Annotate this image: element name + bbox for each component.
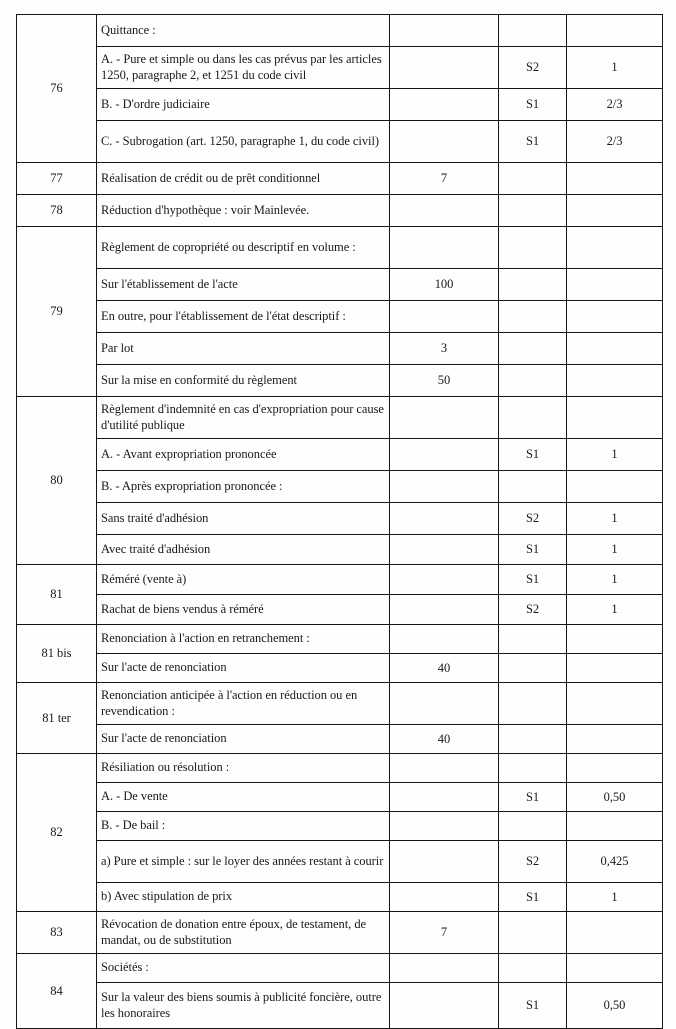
serie-cell [499,301,567,333]
description-cell: Sur la mise en conformité du règlement [97,365,390,397]
rate-cell [567,754,663,783]
article-number-cell: 76 [17,15,97,163]
description-cell: Rachat de biens vendus à réméré [97,595,390,625]
amount-cell [390,503,499,535]
amount-cell [390,883,499,912]
amount-cell: 100 [390,269,499,301]
amount-cell [390,812,499,841]
description-cell: B. - D'ordre judiciaire [97,89,390,121]
table-row [17,983,663,1029]
rate-cell [567,725,663,754]
rate-cell [567,365,663,397]
amount-cell [390,683,499,725]
table-row [17,163,663,195]
serie-cell [499,471,567,503]
amount-cell [390,625,499,654]
rate-cell [567,333,663,365]
table-row [17,841,663,883]
table-row [17,595,663,625]
article-number-cell: 77 [17,163,97,195]
table-row [17,397,663,439]
amount-cell [390,89,499,121]
description-cell: Renonciation anticipée à l'action en réduction ou en revendication : [97,683,390,725]
amount-cell [390,754,499,783]
rate-cell: 0,50 [567,783,663,812]
description-cell: B. - De bail : [97,812,390,841]
description-cell: Révocation de donation entre époux, de testament, de mandat, ou de substitution [97,912,390,954]
serie-cell: S2 [499,841,567,883]
description-cell: Quittance : [97,15,390,47]
amount-cell [390,227,499,269]
amount-cell: 40 [390,725,499,754]
table-row [17,535,663,565]
table-body [17,15,663,1029]
table-row [17,725,663,754]
table-row [17,89,663,121]
article-number-cell: 84 [17,954,97,1029]
amount-cell [390,47,499,89]
amount-cell [390,954,499,983]
serie-cell [499,725,567,754]
amount-cell [390,301,499,333]
amount-cell: 50 [390,365,499,397]
serie-cell: S1 [499,883,567,912]
rate-cell [567,195,663,227]
serie-cell [499,365,567,397]
rate-cell [567,227,663,269]
table-row [17,654,663,683]
serie-cell [499,954,567,983]
article-number-cell: 81 [17,565,97,625]
amount-cell [390,471,499,503]
amount-cell [390,195,499,227]
rate-cell [567,683,663,725]
rate-cell [567,397,663,439]
rate-cell [567,301,663,333]
serie-cell: S1 [499,535,567,565]
amount-cell: 7 [390,163,499,195]
serie-cell [499,269,567,301]
rate-cell: 0,425 [567,841,663,883]
description-cell: A. - Avant expropriation prononcée [97,439,390,471]
serie-cell [499,227,567,269]
amount-cell [390,565,499,595]
amount-cell [390,535,499,565]
description-cell: Réméré (vente à) [97,565,390,595]
rate-cell [567,15,663,47]
amount-cell [390,121,499,163]
table-row [17,683,663,725]
table-row [17,471,663,503]
table-row [17,121,663,163]
description-cell: Résiliation ou résolution : [97,754,390,783]
article-number-cell: 81 ter [17,683,97,754]
description-cell: b) Avec stipulation de prix [97,883,390,912]
description-cell: A. - De vente [97,783,390,812]
description-cell: Règlement de copropriété ou descriptif en volume : [97,227,390,269]
description-cell: B. - Après expropriation prononcée : [97,471,390,503]
serie-cell [499,195,567,227]
serie-cell: S1 [499,121,567,163]
serie-cell: S1 [499,565,567,595]
amount-cell [390,15,499,47]
rate-cell [567,269,663,301]
rate-cell: 1 [567,47,663,89]
rate-cell: 1 [567,883,663,912]
serie-cell: S2 [499,47,567,89]
description-cell: Règlement d'indemnité en cas d'expropriation pour cause d'utilité publique [97,397,390,439]
table-row [17,883,663,912]
table-row [17,912,663,954]
description-cell: Réalisation de crédit ou de prêt conditionnel [97,163,390,195]
amount-cell [390,439,499,471]
rate-cell [567,163,663,195]
description-cell: A. - Pure et simple ou dans les cas prévus par les articles 1250, paragraphe 2, et 1251 du code civil [97,47,390,89]
amount-cell [390,397,499,439]
rate-cell: 0,50 [567,983,663,1029]
description-cell: Sociétés : [97,954,390,983]
serie-cell: S1 [499,983,567,1029]
table-row [17,754,663,783]
amount-cell [390,841,499,883]
article-number-cell: 83 [17,912,97,954]
rate-cell: 1 [567,595,663,625]
amount-cell [390,983,499,1029]
serie-cell: S1 [499,89,567,121]
serie-cell [499,754,567,783]
description-cell: Sur l'établissement de l'acte [97,269,390,301]
article-number-cell: 79 [17,227,97,397]
table-row [17,15,663,47]
serie-cell [499,333,567,365]
description-cell: Avec traité d'adhésion [97,535,390,565]
article-number-cell: 80 [17,397,97,565]
description-cell: Par lot [97,333,390,365]
table-row [17,269,663,301]
rate-cell [567,912,663,954]
table-row [17,439,663,471]
serie-cell [499,912,567,954]
description-cell: En outre, pour l'établissement de l'état descriptif : [97,301,390,333]
rate-cell [567,812,663,841]
description-cell: a) Pure et simple : sur le loyer des années restant à courir [97,841,390,883]
serie-cell [499,683,567,725]
article-number-cell: 78 [17,195,97,227]
description-cell: Sur l'acte de renonciation [97,654,390,683]
serie-cell [499,625,567,654]
serie-cell: S2 [499,503,567,535]
serie-cell [499,15,567,47]
serie-cell [499,654,567,683]
amount-cell: 7 [390,912,499,954]
description-cell: C. - Subrogation (art. 1250, paragraphe 1, du code civil) [97,121,390,163]
table-row [17,954,663,983]
article-number-cell: 82 [17,754,97,912]
serie-cell: S2 [499,595,567,625]
rate-cell [567,471,663,503]
rate-cell [567,625,663,654]
description-cell: Sans traité d'adhésion [97,503,390,535]
rate-cell [567,654,663,683]
rate-cell: 1 [567,439,663,471]
table-row [17,812,663,841]
description-cell: Sur la valeur des biens soumis à publicité foncière, outre les honoraires [97,983,390,1029]
rate-cell: 2/3 [567,89,663,121]
fee-schedule-table [16,14,663,1029]
description-cell: Réduction d'hypothèque : voir Mainlevée. [97,195,390,227]
rate-cell: 1 [567,503,663,535]
rate-cell [567,954,663,983]
table-row [17,365,663,397]
table-row [17,625,663,654]
serie-cell: S1 [499,783,567,812]
table-row [17,195,663,227]
table-row [17,47,663,89]
table-row [17,333,663,365]
table-row [17,301,663,333]
table-row [17,783,663,812]
table-row [17,565,663,595]
rate-cell: 1 [567,535,663,565]
description-cell: Renonciation à l'action en retranchement : [97,625,390,654]
amount-cell [390,595,499,625]
serie-cell [499,812,567,841]
rate-cell: 2/3 [567,121,663,163]
amount-cell: 40 [390,654,499,683]
description-cell: Sur l'acte de renonciation [97,725,390,754]
amount-cell [390,783,499,812]
rate-cell: 1 [567,565,663,595]
serie-cell [499,163,567,195]
serie-cell: S1 [499,439,567,471]
serie-cell [499,397,567,439]
article-number-cell: 81 bis [17,625,97,683]
table-row [17,227,663,269]
amount-cell: 3 [390,333,499,365]
table-row [17,503,663,535]
